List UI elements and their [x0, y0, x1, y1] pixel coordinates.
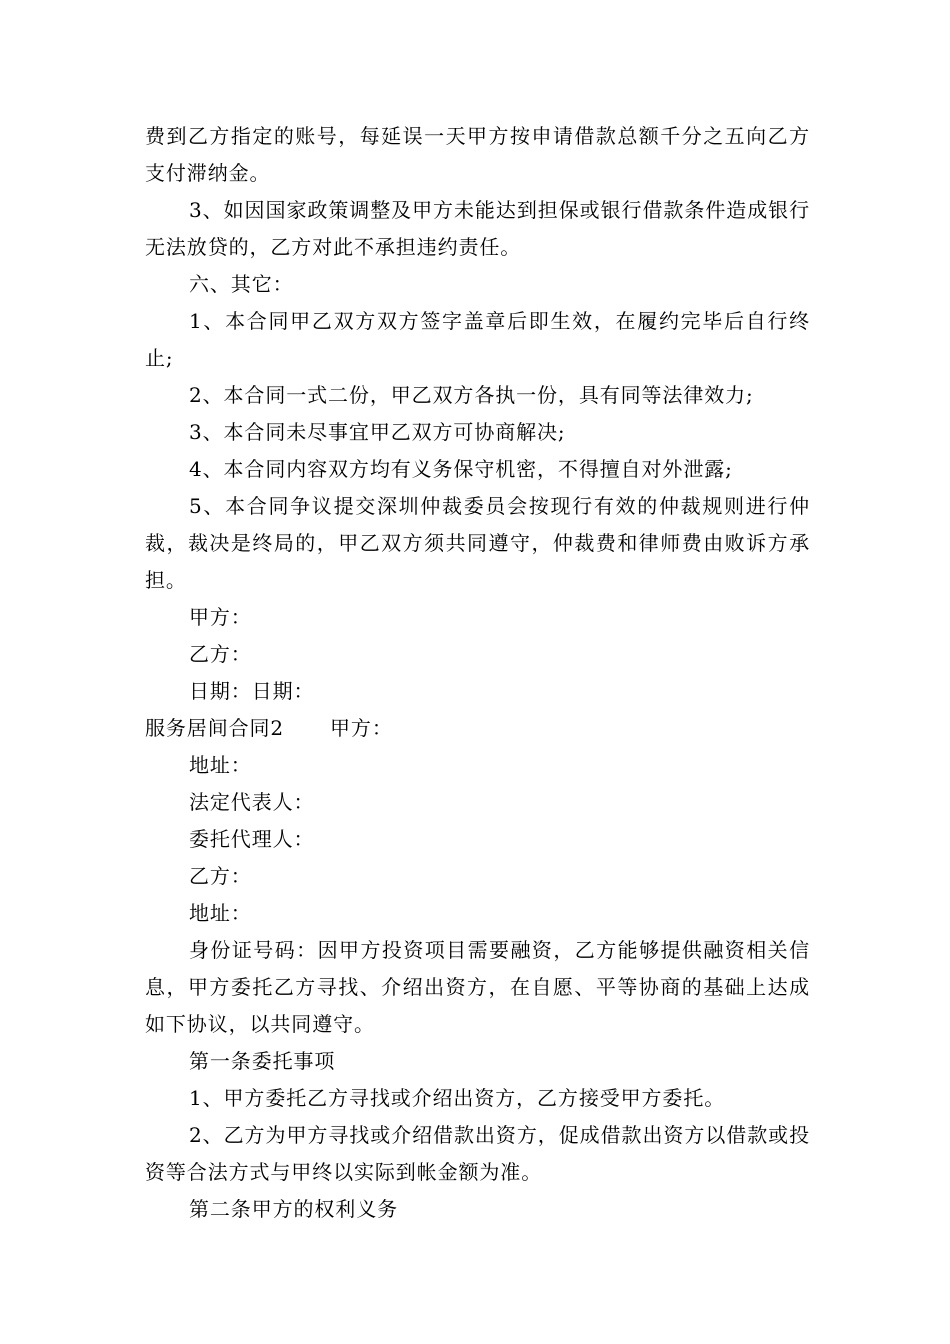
paragraph-clause-3-policy: 3、如因国家政策调整及甲方未能达到担保或银行借款条件造成银行无法放贷的，乙方对此不承担违约责任。 [145, 198, 810, 259]
paragraph-other-3: 3、本合同未尽事宜甲乙双方可协商解决; [189, 420, 566, 444]
signature-party-b: 乙方： [189, 642, 252, 666]
field-address-b: 地址： [189, 901, 252, 925]
article-1-clause-1: 1、甲方委托乙方寻找或介绍出资方，乙方接受甲方委托。 [189, 1086, 726, 1110]
field-party-b: 乙方： [189, 864, 252, 888]
document-body [145, 118, 810, 1228]
section-heading-other: 六、其它： [189, 272, 294, 296]
contract-2-party-a-label: 甲方： [330, 716, 393, 740]
contract-2-title: 服务居间合同2 [145, 716, 285, 740]
paragraph-other-2: 2、本合同一式二份，甲乙双方各执一份，具有同等法律效力; [189, 383, 754, 407]
paragraph-late-fee: 费到乙方指定的账号，每延误一天甲方按申请借款总额千分之五向乙方支付滞纳金。 [145, 124, 810, 185]
paragraph-other-5: 5、本合同争议提交深圳仲裁委员会按现行有效的仲裁规则进行仲裁，裁决是终局的，甲乙双方须共同遵守，仲裁费和律师费由败诉方承担。 [145, 494, 810, 592]
paragraph-id-and-preamble: 身份证号码：因甲方投资项目需要融资，乙方能够提供融资相关信息，甲方委托乙方寻找、介绍出资方，在自愿、平等协商的基础上达成如下协议，以共同遵守。 [145, 938, 810, 1036]
paragraph-other-1: 1、本合同甲乙双方双方签字盖章后即生效，在履约完毕后自行终止; [145, 309, 810, 370]
field-address-a: 地址： [189, 753, 252, 777]
signature-party-a: 甲方： [189, 605, 252, 629]
signature-dates: 日期：日期： [189, 679, 315, 703]
paragraph-other-4: 4、本合同内容双方均有义务保守机密，不得擅自对外泄露; [189, 457, 733, 481]
contract-2-heading-line [145, 710, 810, 747]
field-legal-representative: 法定代表人： [189, 790, 315, 814]
article-2-heading: 第二条甲方的权利义务 [189, 1197, 398, 1221]
article-1-heading: 第一条委托事项 [189, 1049, 336, 1073]
field-authorized-agent: 委托代理人： [189, 827, 315, 851]
article-1-clause-2: 2、乙方为甲方寻找或介绍借款出资方，促成借款出资方以借款或投资等合法方式与甲终以实际到帐金额为准。 [145, 1123, 810, 1184]
